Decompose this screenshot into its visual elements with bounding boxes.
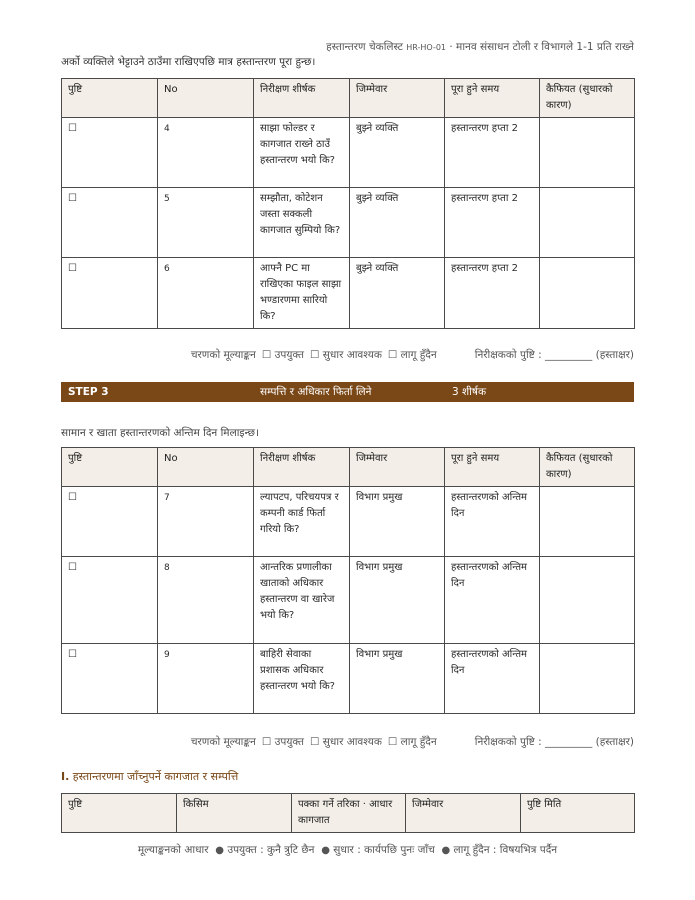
step-evaluation-row-1 bbox=[61, 348, 634, 362]
bullet-icon: ● bbox=[215, 845, 224, 856]
col-header-confirm: पुष्टि bbox=[62, 79, 158, 118]
document-header-suffix: · मानव संसाधन टोली र विभागले 1-1 प्रति राख्ने bbox=[449, 41, 634, 53]
item-owner: विभाग प्रमुख bbox=[350, 644, 445, 714]
evaluation-label: चरणको मूल्याङ्कन bbox=[190, 736, 256, 748]
item-title: सम्झौता, कोटेशन जस्ता सक्कली कागजात सुम्पियो कि? bbox=[254, 188, 350, 258]
section-number: I. bbox=[61, 770, 70, 783]
step-evaluation-row-2 bbox=[61, 735, 634, 749]
document-code: HR-HO-01 bbox=[406, 43, 447, 52]
item-remark[interactable] bbox=[540, 188, 635, 258]
col-header-title: निरीक्षण शीर्षक bbox=[254, 448, 350, 487]
confirm-checkbox[interactable]: ☐ bbox=[62, 188, 158, 258]
confirm-checkbox[interactable]: ☐ bbox=[62, 118, 158, 188]
item-owner: विभाग प्रमुख bbox=[350, 557, 445, 644]
assets-table-wrap bbox=[61, 793, 634, 833]
legend-item-na: लागू हुँदैन : विषयभित्र पर्दैन bbox=[453, 844, 558, 856]
table-header-row bbox=[62, 794, 635, 833]
table-header-row bbox=[62, 79, 635, 118]
step-title: सम्पत्ति र अधिकार फिर्ता लिने bbox=[260, 386, 372, 398]
item-due: हस्तान्तरणको अन्तिम दिन bbox=[445, 644, 540, 714]
section-title: हस्तान्तरणमा जाँच्नुपर्ने कागजात र सम्पत्ति bbox=[72, 770, 239, 783]
table-row bbox=[62, 118, 635, 188]
option-not-applicable[interactable]: ☐ लागू हुँदैन bbox=[387, 349, 437, 361]
confirm-checkbox[interactable]: ☐ bbox=[62, 557, 158, 644]
checklist-table-2 bbox=[61, 447, 635, 714]
col-header-no: No bbox=[158, 448, 254, 487]
item-owner: बुझ्ने व्यक्ति bbox=[350, 188, 445, 258]
item-title: बाहिरी सेवाका प्रशासक अधिकार हस्तान्तरण भयो कि? bbox=[254, 644, 350, 714]
intro-text: अर्को व्यक्तिले भेट्टाउने ठाउँमा राखिएपछि मात्र हस्तान्तरण पूरा हुन्छ। bbox=[61, 56, 316, 68]
col-header-title: निरीक्षण शीर्षक bbox=[254, 79, 350, 118]
item-number: 8 bbox=[158, 557, 254, 644]
inspector-confirmation[interactable]: निरीक्षकको पुष्टि : _________ (हस्ताक्षर) bbox=[474, 736, 634, 748]
item-remark[interactable] bbox=[540, 644, 635, 714]
item-number: 5 bbox=[158, 188, 254, 258]
option-needs-fix[interactable]: ☐ सुधार आवश्यक bbox=[310, 736, 382, 748]
bullet-icon: ● bbox=[441, 845, 451, 856]
bullet-icon: ● bbox=[321, 845, 330, 856]
table-row bbox=[62, 487, 635, 557]
legend-item-fix: सुधार : कार्यपछि पुनः जाँच bbox=[333, 844, 435, 856]
evaluation-legend bbox=[0, 843, 695, 857]
section-heading bbox=[61, 769, 238, 784]
step-note: सामान र खाता हस्तान्तरणको अन्तिम दिन मिलाइन्छ। bbox=[61, 427, 259, 439]
legend-label: मूल्याङ्कनको आधार bbox=[137, 844, 209, 856]
assets-table bbox=[61, 793, 635, 833]
confirm-checkbox[interactable]: ☐ bbox=[62, 487, 158, 557]
table-header-row bbox=[62, 448, 635, 487]
table-row bbox=[62, 188, 635, 258]
col-header-confirm: पुष्टि bbox=[62, 794, 177, 833]
col-header-remark: कैफियत (सुधारको कारण) bbox=[540, 79, 635, 118]
item-number: 7 bbox=[158, 487, 254, 557]
table-row bbox=[62, 644, 635, 714]
item-title: आफ्नै PC मा राखिएका फाइल साझा भण्डारणमा सारियो कि? bbox=[254, 258, 350, 329]
item-due: हस्तान्तरणको अन्तिम दिन bbox=[445, 557, 540, 644]
item-due: हस्तान्तरणको अन्तिम दिन bbox=[445, 487, 540, 557]
item-title: आन्तरिक प्रणालीका खाताको अधिकार हस्तान्तरण वा खारेज भयो कि? bbox=[254, 557, 350, 644]
col-header-due: पूरा हुने समय bbox=[445, 79, 540, 118]
item-remark[interactable] bbox=[540, 118, 635, 188]
item-owner: विभाग प्रमुख bbox=[350, 487, 445, 557]
item-due: हस्तान्तरण हप्ता 2 bbox=[445, 258, 540, 329]
col-header-due: पूरा हुने समय bbox=[445, 448, 540, 487]
item-number: 4 bbox=[158, 118, 254, 188]
document-header bbox=[326, 40, 634, 54]
col-header-method: पक्का गर्ने तरिका · आधार कागजात bbox=[292, 794, 406, 833]
col-header-owner: जिम्मेवार bbox=[350, 79, 445, 118]
item-title: ल्यापटप, परिचयपत्र र कम्पनी कार्ड फिर्ता गरियो कि? bbox=[254, 487, 350, 557]
item-number: 9 bbox=[158, 644, 254, 714]
inspector-confirmation[interactable]: निरीक्षकको पुष्टि : _________ (हस्ताक्षर) bbox=[474, 349, 634, 361]
option-not-applicable[interactable]: ☐ लागू हुँदैन bbox=[387, 736, 437, 748]
item-title: साझा फोल्डर र कागजात राख्ने ठाउँ हस्तान्तरण भयो कि? bbox=[254, 118, 350, 188]
item-due: हस्तान्तरण हप्ता 2 bbox=[445, 118, 540, 188]
col-header-confirm: पुष्टि bbox=[62, 448, 158, 487]
table-row bbox=[62, 258, 635, 329]
col-header-owner: जिम्मेवार bbox=[406, 794, 521, 833]
checklist-table-1-wrap bbox=[61, 78, 634, 329]
checklist-table-1 bbox=[61, 78, 635, 329]
col-header-confirm-date: पुष्टि मिति bbox=[521, 794, 635, 833]
step-count: 3 शीर्षक bbox=[452, 386, 487, 398]
evaluation-label: चरणको मूल्याङ्कन bbox=[190, 349, 256, 361]
item-remark[interactable] bbox=[540, 258, 635, 329]
item-owner: बुझ्ने व्यक्ति bbox=[350, 118, 445, 188]
col-header-owner: जिम्मेवार bbox=[350, 448, 445, 487]
step-3-banner bbox=[61, 382, 634, 402]
col-header-remark: कैफियत (सुधारको कारण) bbox=[540, 448, 635, 487]
document-title: हस्तान्तरण चेकलिस्ट bbox=[326, 41, 403, 53]
item-due: हस्तान्तरण हप्ता 2 bbox=[445, 188, 540, 258]
item-remark[interactable] bbox=[540, 487, 635, 557]
option-suitable[interactable]: ☐ उपयुक्त bbox=[261, 349, 305, 361]
option-needs-fix[interactable]: ☐ सुधार आवश्यक bbox=[310, 349, 382, 361]
step-label: STEP 3 bbox=[68, 386, 109, 398]
item-number: 6 bbox=[158, 258, 254, 329]
item-owner: बुझ्ने व्यक्ति bbox=[350, 258, 445, 329]
col-header-no: No bbox=[158, 79, 254, 118]
option-suitable[interactable]: ☐ उपयुक्त bbox=[261, 736, 305, 748]
table-row bbox=[62, 557, 635, 644]
legend-item-suitable: उपयुक्त : कुनै त्रुटि छैन bbox=[227, 844, 315, 856]
confirm-checkbox[interactable]: ☐ bbox=[62, 258, 158, 329]
confirm-checkbox[interactable]: ☐ bbox=[62, 644, 158, 714]
col-header-type: किसिम bbox=[177, 794, 292, 833]
item-remark[interactable] bbox=[540, 557, 635, 644]
checklist-table-2-wrap bbox=[61, 447, 634, 714]
